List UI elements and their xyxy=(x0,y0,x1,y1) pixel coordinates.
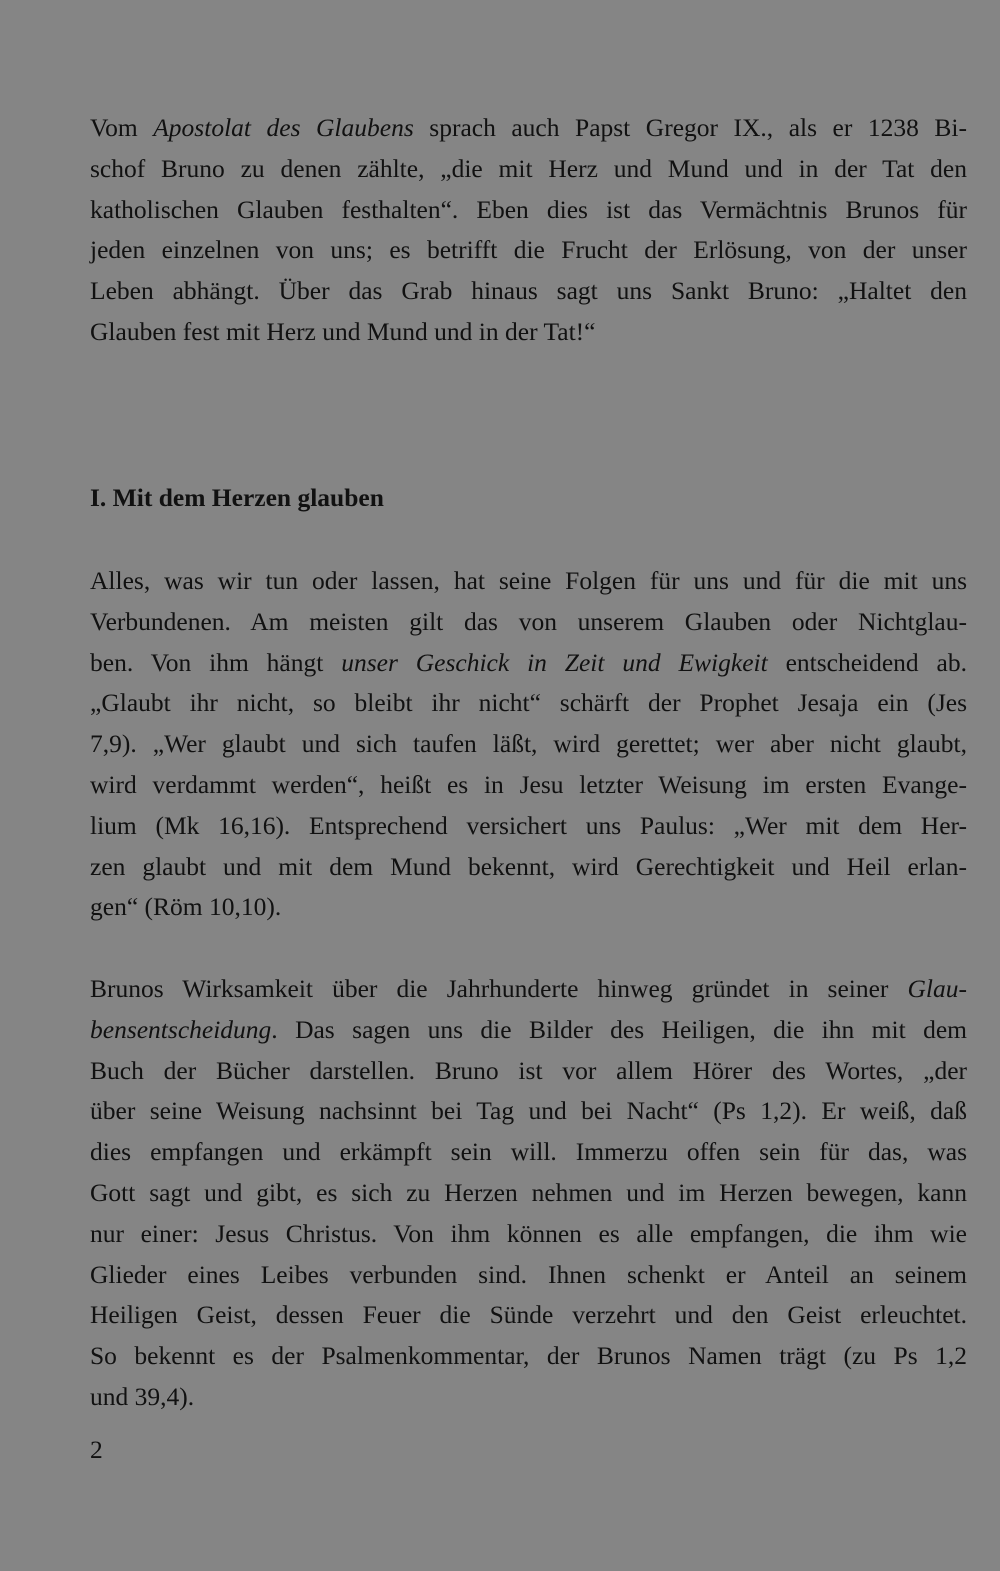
text-line xyxy=(90,765,967,806)
italic-text: unser Geschick in Zeit und Ewigkeit xyxy=(341,647,768,677)
text-segment: ben. Von ihm hängt xyxy=(90,647,342,677)
text-line xyxy=(90,1336,967,1377)
text-line xyxy=(90,683,967,724)
text-segment: sprach auch Papst Gregor IX., als er 1238 Bi- xyxy=(413,113,967,142)
text-line xyxy=(90,1051,967,1092)
paragraph xyxy=(90,108,967,353)
text-segment: Buch der Bücher darstellen. Bruno ist vor allem Hörer des Wortes, „der xyxy=(90,1055,967,1085)
text-segment: Heiligen Geist, dessen Feuer die Sünde verzehrt und den Geist erleuchtet. xyxy=(90,1300,967,1330)
text-segment: „Glaubt ihr nicht, so bleibt ihr nicht“ schärft der Prophet Jesaja ein (Jes xyxy=(90,688,967,718)
text-line xyxy=(90,271,967,312)
text-line xyxy=(90,602,967,643)
text-line xyxy=(90,1010,967,1051)
text-line xyxy=(90,1173,967,1214)
text-segment: lium (Mk 16,16). Entsprechend versichert uns Paulus: „Wer mit dem Her- xyxy=(90,810,967,840)
text-segment: Alles, was wir tun oder lassen, hat seine Folgen für uns und für die mit uns xyxy=(90,566,967,595)
text-line xyxy=(90,806,967,847)
text-line xyxy=(90,1091,967,1132)
text-line xyxy=(90,190,967,231)
text-line xyxy=(90,1214,967,1255)
text-line xyxy=(90,847,967,888)
text-segment: 7,9). „Wer glaubt und sich taufen läßt, wird gerettet; wer aber nicht glaubt, xyxy=(90,729,967,759)
text-line xyxy=(90,312,967,353)
text-segment: . Das sagen uns die Bilder des Heiligen, die ihn mit dem xyxy=(271,1014,967,1044)
text-segment: nur einer: Jesus Christus. Von ihm können es alle empfangen, die ihm wie xyxy=(90,1218,967,1248)
text-segment: Leben abhängt. Über das Grab hinaus sagt uns Sankt Bruno: „Haltet den xyxy=(90,276,967,306)
text-line xyxy=(90,1132,967,1173)
paragraph xyxy=(90,969,967,1418)
text-line xyxy=(90,887,967,928)
text-segment: Glauben fest mit Herz und Mund und in der Tat!“ xyxy=(90,316,596,346)
text-line xyxy=(90,1255,967,1296)
text-segment: Gott sagt und gibt, es sich zu Herzen nehmen und im Herzen bewegen, kann xyxy=(90,1177,967,1207)
text-segment: jeden einzelnen von uns; es betrifft die Frucht der Erlösung, von der unser xyxy=(90,235,967,265)
italic-text: Glau- xyxy=(907,974,967,1003)
italic-text: bensentscheidung xyxy=(90,1014,272,1044)
text-segment: und 39,4). xyxy=(90,1381,195,1411)
text-segment: Brunos Wirksamkeit über die Jahrhunderte hinweg gründet in seiner xyxy=(90,974,908,1003)
text-line xyxy=(90,643,967,684)
text-segment: katholischen Glauben festhalten“. Eben dies ist das Vermächtnis Brunos für xyxy=(90,194,967,224)
text-line xyxy=(90,1295,967,1336)
text-segment: dies empfangen und erkämpft sein will. Immerzu offen sein für das, was xyxy=(90,1137,967,1167)
text-line xyxy=(90,724,967,765)
paragraph xyxy=(90,561,967,928)
text-segment: wird verdammt werden“, heißt es in Jesu letzter Weisung im ersten Evange- xyxy=(90,769,967,799)
text-line xyxy=(90,561,967,602)
section-heading: I. Mit dem Herzen glauben xyxy=(90,483,384,512)
text-line xyxy=(90,149,967,190)
text-line xyxy=(90,1377,967,1418)
text-line xyxy=(90,230,967,271)
text-segment: über seine Weisung nachsinnt bei Tag und bei Nacht“ (Ps 1,2). Er weiß, daß xyxy=(90,1096,967,1126)
text-segment: So bekennt es der Psalmenkommentar, der Brunos Namen trägt (zu Ps 1,2 xyxy=(90,1341,967,1371)
page-number: 2 xyxy=(90,1435,103,1464)
text-segment: schof Bruno zu denen zählte, „die mit Herz und Mund und in der Tat den xyxy=(90,153,967,183)
text-line xyxy=(90,108,967,149)
text-segment: zen glaubt und mit dem Mund bekennt, wird Gerechtigkeit und Heil erlan- xyxy=(90,851,967,881)
text-segment: Verbundenen. Am meisten gilt das von unserem Glauben oder Nichtglau- xyxy=(90,606,967,636)
italic-text: Apostolat des Glaubens xyxy=(153,113,414,142)
text-segment: Glieder eines Leibes verbunden sind. Ihnen schenkt er Anteil an seinem xyxy=(90,1259,967,1289)
text-segment: entscheidend ab. xyxy=(767,647,968,677)
text-segment: Vom xyxy=(90,113,154,142)
text-segment: gen“ (Röm 10,10). xyxy=(90,892,282,922)
text-line xyxy=(90,969,967,1010)
